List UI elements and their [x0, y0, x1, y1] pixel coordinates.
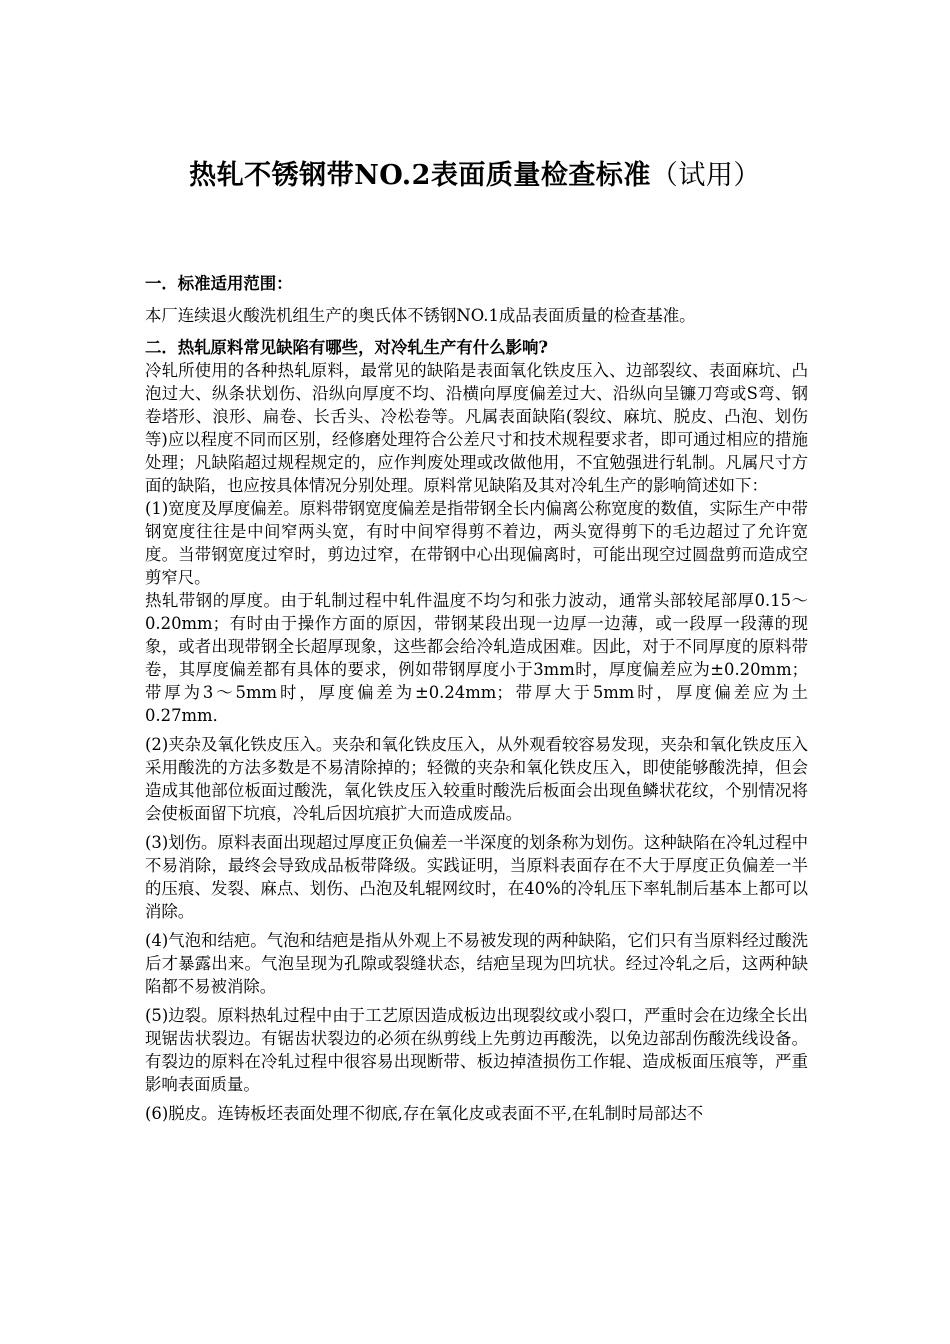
paragraph-hot-rolled-thickness: 热轧带钢的厚度。由于轧制过程中轧件温度不均匀和张力波动，通常头部较尾部厚0.15～0.20mm；有时由于操作方面的原因，带钢某段出现一边厚一边薄，或一段厚一段薄的现象，或者出现带钢全长超厚现象，这些都会给冷轧造成困难。因此，对于不同厚度的原料带卷，其厚度偏差都有具体的要求，例如带钢厚度小于3mm时，厚度偏差应为±0.20mm；带厚为3～5mm时，厚度偏差为±0.24mm；带厚大于5mm时，厚度偏差应为土0.27mm．	[145, 591, 808, 725]
paragraph-blisters-scabs: (4)气泡和结疤。气泡和结疤是指从外观上不易被发现的两种缺陷，它们只有当原料经过酸洗后才暴露出来。气泡呈现为孔隙或裂缝状态，结疤呈现为凹坑状。经过冷轧之后，这两种缺陷都不易被消除。	[145, 931, 808, 996]
paragraph-peeling: (6)脱皮。连铸板坯表面处理不彻底,存在氧化皮或表面不平,在轧制时局部达不	[145, 1104, 704, 1123]
section-1-heading: 一．标准适用范围：	[145, 274, 293, 293]
paragraph-inclusions-scale: (2)夹杂及氧化铁皮压入。夹杂和氧化铁皮压入，从外观看较容易发现，夹杂和氧化铁皮压入采用酸洗的方法多数是不易清除掉的；轻微的夹杂和氧化铁皮压入，即使能够酸洗掉，但会造成其他部位板面过酸洗，氧化铁皮压入较重时酸洗后板面会出现鱼鳞状花纹，个别情况将会使板面留下坑痕，冷轧后因坑痕扩大而造成废品。	[145, 735, 808, 823]
section-1-text: 本厂连续退火酸洗机组生产的奥氏体不锈钢NO.1成品表面质量的检查基准。	[145, 306, 696, 325]
section-2-intro: 冷轧所使用的各种热轧原料，最常见的缺陷是表面氧化铁皮压入、边部裂纹、表面麻坑、凸泡过大、纵条状划伤、沿纵向厚度不均、沿横向厚度偏差过大、沿纵向呈镰刀弯或S弯、钢卷塔形、浪形、扁卷、长舌头、冷松卷等。凡属表面缺陷(裂纹、麻坑、脱皮、凸泡、划伤等)应以程度不同而区别，经修磨处理符合公差尺寸和技术规程要求者，即可通过相应的措施处理；凡缺陷超过规程规定的，应作判废处理或改做他用，不宜勉强进行轧制。凡属尺寸方面的缺陷，也应按具体情况分别处理。原料常见缺陷及其对冷轧生产的影响简述如下：	[145, 361, 808, 495]
paragraph-width-thickness: (1)宽度及厚度偏差。原料带钢宽度偏差是指带钢全长内偏离公称宽度的数值，实际生产中带钢宽度往往是中间窄两头宽，有时中间窄得剪不着边，两头宽得剪下的毛边超过了允许宽度。当带钢宽度过窄时，剪边过窄，在带钢中心出现偏离时，可能出现空过圆盘剪而造成空剪窄尺。	[145, 499, 808, 587]
document-body	[145, 272, 808, 1125]
title-main: 热轧不锈钢带NO.2表面质量检查标准	[189, 160, 651, 191]
title-suffix: （试用）	[650, 160, 761, 191]
paragraph-edge-cracks: (5)边裂。原料热轧过程中由于工艺原因造成板边出现裂纹或小裂口，严重时会在边缘全长出现锯齿状裂边。有锯齿状裂边的必须在纵剪线上先剪边再酸洗，以免边部刮伤酸洗线设备。有裂边的原料在冷轧过程中很容易出现断带、板边掉渣损伤工作辊、造成板面压痕等，严重影响表面质量。	[145, 1006, 808, 1094]
document-title	[0, 158, 950, 194]
section-2-heading: 二．热轧原料常见缺陷有哪些，对冷轧生产有什么影响?	[145, 338, 548, 357]
paragraph-scratches: (3)划伤。原料表面出现超过厚度正负偏差一半深度的划条称为划伤。这种缺陷在冷轧过程中不易消除，最终会导致成品板带降级。实践证明，当原料表面存在不大于厚度正负偏差一半的压痕、发裂、麻点、划伤、凸泡及轧辊网纹时，在40%的冷轧压下率轧制后基本上都可以消除。	[145, 833, 808, 921]
